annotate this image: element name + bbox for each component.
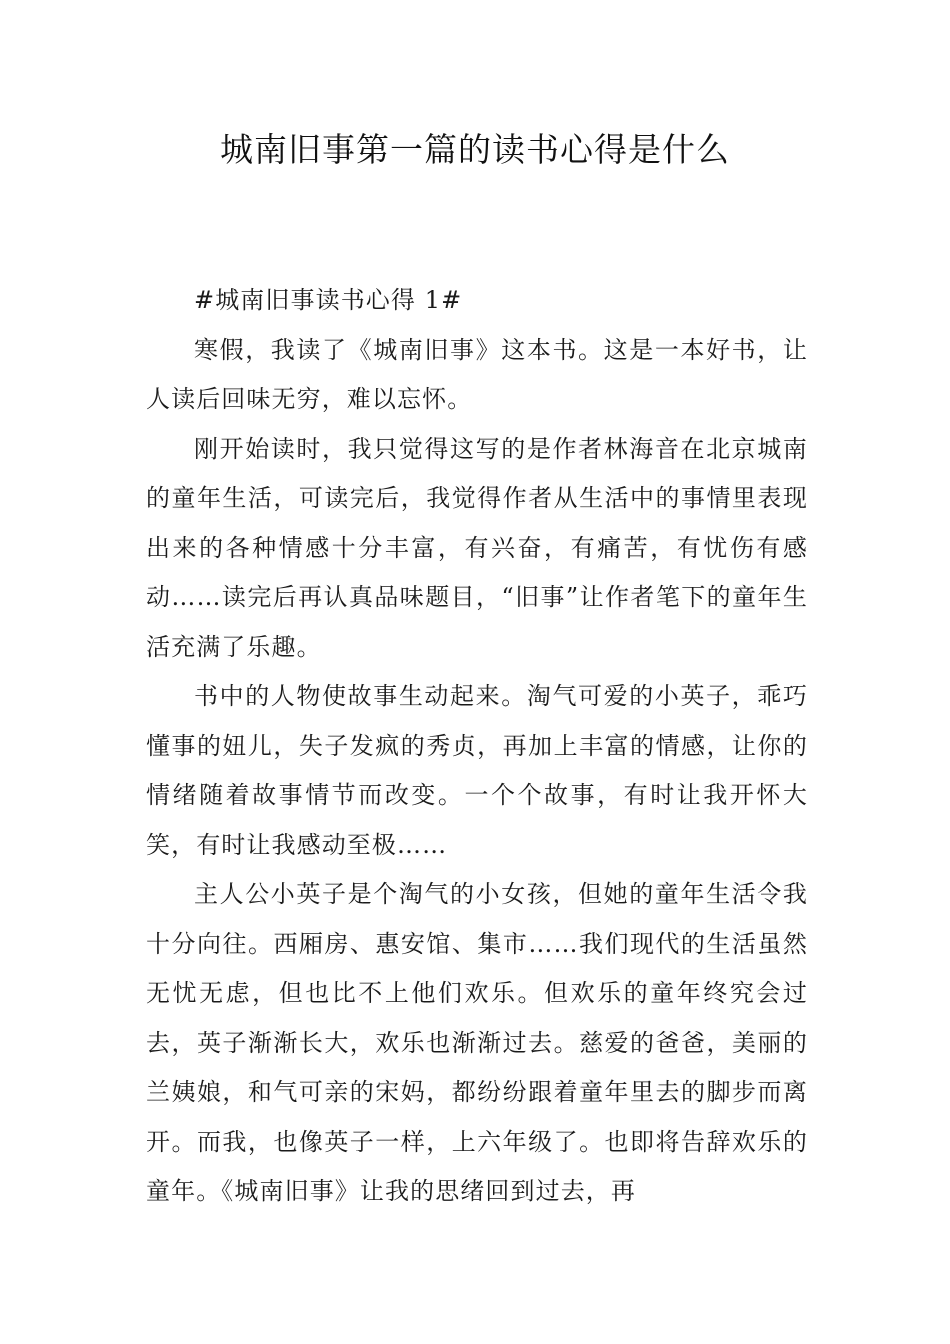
paragraph: 书中的人物使故事生动起来。淘气可爱的小英子，乖巧懂事的妞儿，失子发疯的秀贞，再加上丰富的情感，让你的情绪随着故事情节而改变。一个个故事，有时让我开怀大笑，有时让我感动至极…… [146, 682, 808, 859]
paragraph: 主人公小英子是个淘气的小女孩，但她的童年生活令我十分向往。西厢房、惠安馆、集市……我们现代的生活虽然无忧无虑，但也比不上他们欢乐。但欢乐的童年终究会过去，英子渐渐长大，欢乐也渐渐过去。慈爱的爸爸，美丽的兰姨娘，和气可亲的宋妈，都纷纷跟着童年里去的脚步而离开。而我，也像英子一样，上六年级了。也即将告辞欢乐的童年。《城南旧事》让我的思绪回到过去，再 [146, 880, 808, 1205]
paragraph: 刚开始读时，我只觉得这写的是作者林海音在北京城南的童年生活，可读完后，我觉得作者从生活中的事情里表现出来的各种情感十分丰富，有兴奋，有痛苦，有忧伤有感动……读完后再认真品味题目，“旧事”让作者笔下的童年生活充满了乐趣。 [146, 434, 808, 661]
section-heading: #城南旧事读书心得 1# [194, 286, 463, 314]
document-title: 城南旧事第一篇的读书心得是什么 [220, 130, 730, 169]
document-body [146, 276, 808, 1217]
paragraph: 寒假，我读了《城南旧事》这本书。这是一本好书，让人读后回味无穷，难以忘怀。 [146, 335, 808, 413]
